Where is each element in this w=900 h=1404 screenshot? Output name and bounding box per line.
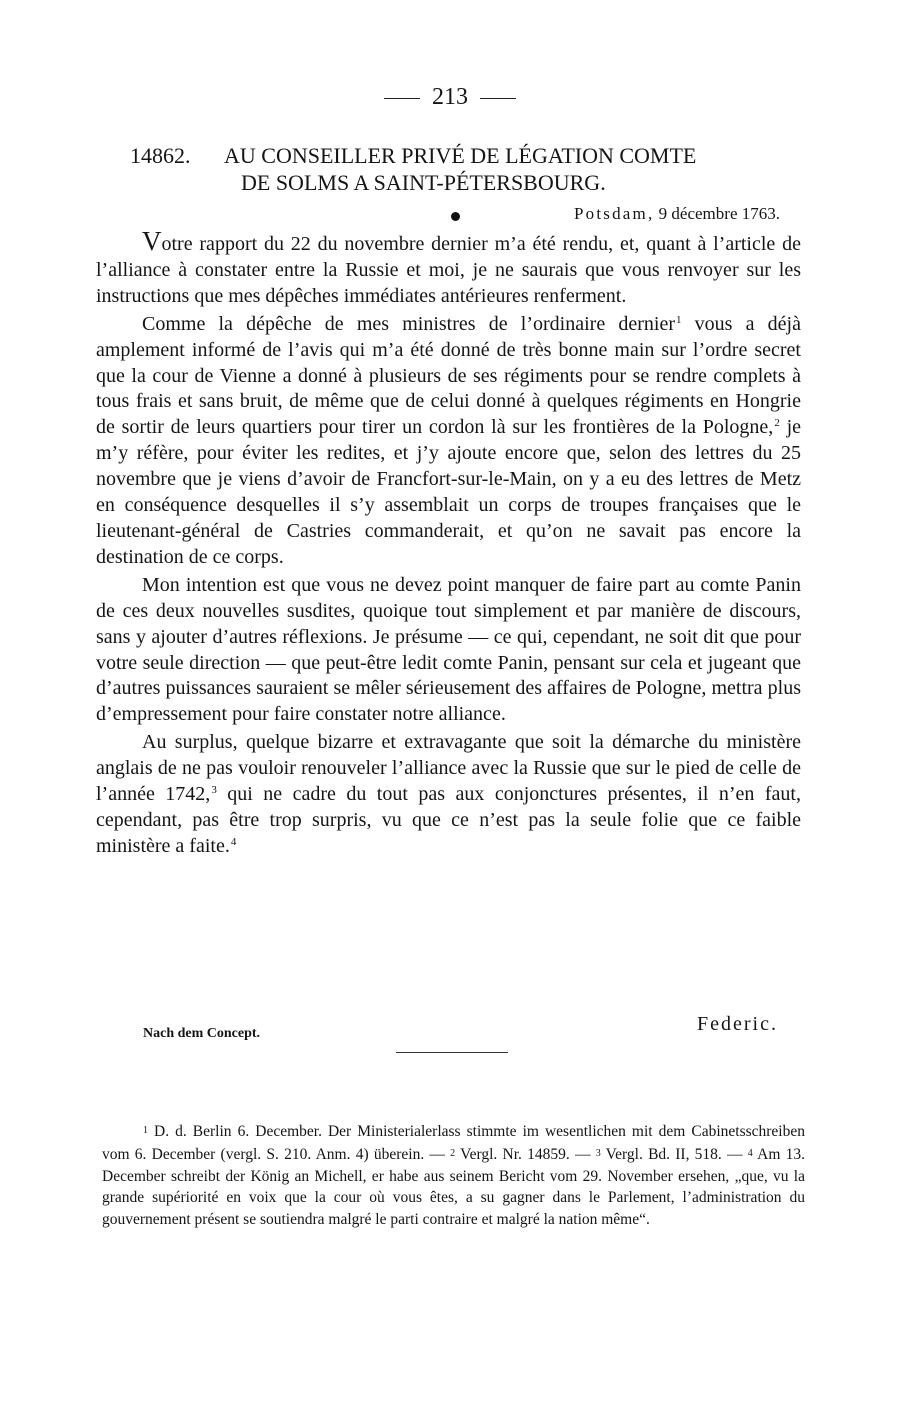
- footnote-ref-1: 1: [676, 313, 682, 326]
- heading-line-2: DE SOLMS A SAINT-PÉTERSBOURG.: [241, 170, 606, 195]
- header-dash-right: [480, 98, 516, 99]
- paragraph-3: Mon intention est que vous ne devez point manquer de faire part au comte Panin de ces deux nouvelles susdites, quoique tout simplement et par manière de discours, sans y ajouter d’autres réflexions. Je présume — ce qui, cependant, ne soit dit que pour votre seule direction — que peut-être ledit comte Panin, pensant sur cela et jugeant que d’autres puissances sauraient se mêler sérieusement des affaires de Pologne, mettra plus d’empressement pour faire constater notre alliance.: [96, 573, 801, 726]
- separator-rule: [396, 1052, 508, 1053]
- dateline: [574, 204, 780, 224]
- footnote-mark-2: 2: [450, 1147, 456, 1159]
- bullet-dot: [451, 212, 460, 221]
- footnote-ref-2: 2: [774, 417, 780, 430]
- source-note: Nach dem Concept.: [143, 1026, 261, 1041]
- paragraph-4-text-b: qui ne cadre du tout pas aux conjonctures présentes, il n’en faut, cependant, pas être trop surpris, vu que ce n’est pas la seule folie que ce faible ministère a faite.: [96, 783, 801, 857]
- footnote-text-3: Vergl. Bd. II, 518. —: [600, 1145, 748, 1163]
- dateline-date: 9 décembre 1763.: [658, 204, 780, 223]
- paragraph-2-text-c: je m’y réfère, pour éviter les redites, et j’y ajoute encore que, selon des lettres du 25 novembre que je viens d’avoir de Francfort-sur-le-Main, on y a eu des lettres de Metz en conséquence desquelles il s’y assemblait un corps de troupes françaises que le lieutenant-général de Castries commanderait, et qu’on ne savait pas encore la destination de ce corps.: [96, 416, 802, 568]
- page-number: 213: [432, 84, 468, 110]
- paragraph-1: Votre rapport du 22 du novembre dernier m’a été rendu, et, quant à l’article de l’alliance à constater entre la Russie et moi, je ne saurais que vous renvoyer sur les instructions que mes dépêches immédiates antérieures renferment.: [96, 226, 801, 307]
- paragraph-2-text-b: vous a déjà amplement informé de l’avis qui m’a été donné de très bonne main sur l’ordre secret que la cour de Vienne a donné à plusieurs de ses régiments pour se rendre complets à tous frais et sans bruit, de même que de celui donné à quelques régiments en Hongrie de sortir de leurs quartiers pour tirer un cordon là sur les frontières de la Pologne,: [96, 312, 801, 439]
- letter-number: 14862.: [130, 143, 191, 168]
- page-header: [0, 84, 900, 111]
- dateline-place: Potsdam,: [574, 204, 655, 223]
- footnotes: [102, 1120, 805, 1231]
- footnote-mark-3: 3: [595, 1147, 601, 1159]
- footnote-block: [102, 1120, 805, 1231]
- footnote-mark-4: 4: [747, 1147, 753, 1159]
- letter-body: [96, 226, 802, 860]
- footnote-ref-4: 4: [230, 835, 237, 848]
- signature: Federic.: [697, 1013, 778, 1035]
- paragraph-2: [96, 312, 801, 571]
- footnote-mark-1: 1: [143, 1125, 148, 1136]
- footnote-ref-3: 3: [211, 784, 217, 797]
- footnote-text-2: Vergl. Nr. 14859. —: [455, 1145, 596, 1163]
- footnote-text-4: Am 13. December schreibt der König an Michell, er habe aus seinem Bericht vom 29. November ersehen, „que, vu la grande supériorité en voix que la cour où vous êtes, a su gagner dans le Parlement, l’administration du gouvernement présent se soutiendra malgré le parti contraire et malgré la nation même“.: [102, 1145, 806, 1229]
- header-dash-left: [384, 98, 420, 99]
- footnote-text-1: D. d. Berlin 6. December. Der Ministerialerlass stimmte im wesentlichen mit dem Cabinetsschreiben vom 6. December (vergl. S. 210. Anm. 4) überein. —: [102, 1123, 805, 1163]
- paragraph-2-text-a: Comme la dépêche de mes ministres de l’ordinaire dernier: [142, 312, 675, 335]
- heading-line-1: AU CONSEILLER PRIVÉ DE LÉGATION COMTE: [224, 143, 697, 168]
- paragraph-4-text-a: Au surplus, quelque bizarre et extravagante que soit la démarche du ministère anglais de ne pas vouloir renouveler l’alliance avec la Russie que sur le pied de celle de l’année 1742,: [96, 731, 801, 806]
- paragraph-4: [96, 730, 801, 860]
